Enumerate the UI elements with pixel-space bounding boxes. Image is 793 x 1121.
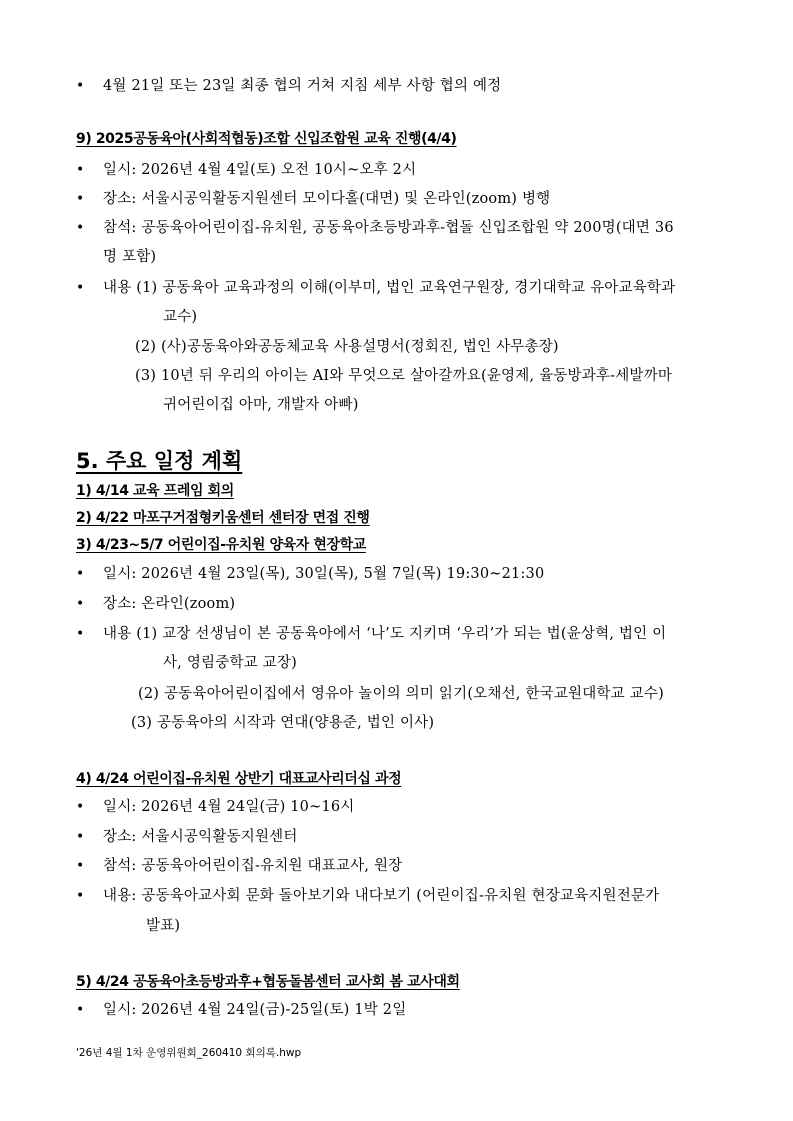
list-item-continuation: 발표) <box>146 918 181 934</box>
list-item-continuation: 귀어린이집 아마, 개발자 아빠) <box>163 397 359 413</box>
list-item: 일시: 2026년 4월 24일(금) 10~16시 <box>103 799 355 815</box>
bullet-icon: • <box>76 220 85 236</box>
bullet-icon: • <box>76 162 85 178</box>
list-item-continuation: 명 포함) <box>103 249 157 265</box>
list-item: (3) 10년 뒤 우리의 아이는 AI와 무엇으로 살아갈까요(윤영제, 율동방과후-세발까마 <box>135 368 673 384</box>
bullet-icon: • <box>76 799 85 815</box>
section-heading: 2) 4/22 마포구거점형키움센터 센터장 면접 진행 <box>76 510 370 526</box>
list-item: (2) 공동육아어린이집에서 영유아 놀이의 의미 읽기(오채선, 한국교원대학교 교수) <box>138 686 664 702</box>
bullet-icon: • <box>76 566 85 582</box>
bullet-icon: • <box>76 596 85 612</box>
bullet-icon: • <box>76 280 85 296</box>
section-heading: 4) 4/24 어린이집-유치원 상반기 대표교사리더십 과정 <box>76 771 402 787</box>
list-item: 참석: 공동육아어린이집-유치원, 공동육아초등방과후-협돌 신입조합원 약 200명(대면 36 <box>103 220 674 236</box>
bullet-icon: • <box>76 191 85 207</box>
section-heading: 3) 4/23~5/7 어린이집-유치원 양육자 현장학교 <box>76 537 366 553</box>
list-item-continuation: 사, 영림중학교 교장) <box>163 655 297 671</box>
bullet-icon: • <box>76 858 85 874</box>
bullet-icon: • <box>76 78 85 94</box>
list-item: 일시: 2026년 4월 24일(금)-25일(토) 1박 2일 <box>103 1002 407 1018</box>
section-heading: 9) 2025공동육아(사회적협동)조합 신입조합원 교육 진행(4/4) <box>76 131 457 147</box>
list-item-continuation: 교수) <box>163 309 198 325</box>
section-heading: 1) 4/14 교육 프레임 회의 <box>76 483 234 499</box>
bullet-icon: • <box>76 829 85 845</box>
list-item: 일시: 2026년 4월 23일(목), 30일(목), 5월 7일(목) 19:30~21:30 <box>103 566 545 582</box>
list-item: 장소: 온라인(zoom) <box>103 596 236 612</box>
list-item: 참석: 공동육아어린이집-유치원 대표교사, 원장 <box>103 858 403 874</box>
list-item: 내용 (1) 공동육아 교육과정의 이해(이부미, 법인 교육연구원장, 경기대학교 유아교육학과 <box>103 280 676 296</box>
list-item: 장소: 서울시공익활동지원센터 모이다홀(대면) 및 온라인(zoom) 병행 <box>103 191 551 207</box>
list-item: 내용: 공동육아교사회 문화 돌아보기와 내다보기 (어린이집-유치원 현장교육지원전문가 <box>103 888 660 904</box>
list-item: 4월 21일 또는 23일 최종 협의 거쳐 지침 세부 사항 협의 예정 <box>103 78 502 94</box>
bullet-icon: • <box>76 626 85 642</box>
bullet-icon: • <box>76 1002 85 1018</box>
list-item: (3) 공동육아의 시작과 연대(양용준, 법인 이사) <box>131 715 435 731</box>
document-footer: '26년 4월 1차 운영위원회_260410 회의록.hwp <box>76 1047 302 1059</box>
list-item: 장소: 서울시공익활동지원센터 <box>103 829 298 845</box>
section-heading: 5) 4/24 공동육아초등방과후+협동돌봄센터 교사회 봄 교사대회 <box>76 974 460 990</box>
page-title: 5. 주요 일정 계획 <box>76 449 243 473</box>
list-item: (2) (사)공동육아와공동체교육 사용설명서(정회진, 법인 사무총장) <box>135 339 559 355</box>
list-item: 일시: 2026년 4월 4일(토) 오전 10시~오후 2시 <box>103 162 417 178</box>
list-item: 내용 (1) 교장 선생님이 본 공동육아에서 ‘나’도 지키며 ‘우리’가 되는 법(윤상혁, 법인 이 <box>103 626 667 642</box>
bullet-icon: • <box>76 888 85 904</box>
